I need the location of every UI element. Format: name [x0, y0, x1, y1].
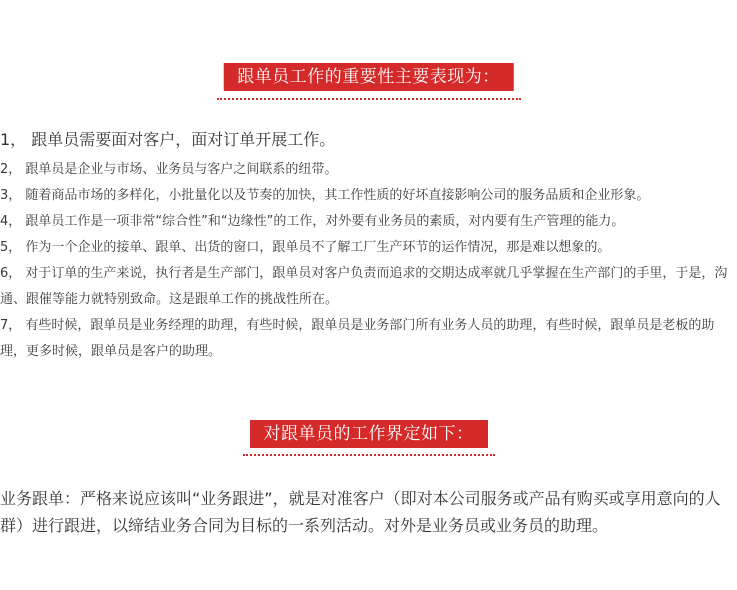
item-number: 6， [0, 266, 22, 281]
importance-heading-underline [217, 95, 521, 100]
list-item [0, 157, 735, 183]
importance-list [0, 128, 735, 365]
list-item [0, 235, 735, 261]
definition-heading-underline [243, 451, 495, 456]
item-text: 有些时候，跟单员是业务经理的助理，有些时候，跟单员是业务部门所有业务人员的助理，有些时候，跟单员是老板的助理，更多时候，跟单员是客户的助理。 [0, 318, 715, 359]
item-number: 1， [0, 130, 27, 149]
item-number: 7， [0, 318, 22, 333]
item-text: 对于订单的生产来说，执行者是生产部门，跟单员对客户负责而追求的交期达成率就几乎掌握在生产部门的手里，于是，沟通、跟催等能力就特别致命。这是跟单工作的挑战性所在。 [0, 266, 728, 307]
item-text: 跟单员工作是一项非常“综合性”和“边缘性”的工作，对外要有业务员的素质，对内要有生产管理的能力。 [25, 214, 625, 229]
definition-paragraph: 业务跟单：严格来说应该叫“业务跟进”，就是对准客户（即对本公司服务或产品有购买或享用意向的人群）进行跟进，以缔结业务合同为目标的一系列活动。对外是业务员或业务员的助理。 [0, 489, 721, 535]
item-text: 跟单员是企业与市场、业务员与客户之间联系的纽带。 [25, 162, 338, 177]
list-item [0, 313, 735, 365]
item-text: 跟单员需要面对客户，面对订单开展工作。 [31, 130, 336, 149]
importance-heading: 跟单员工作的重要性主要表现为： [223, 63, 514, 91]
item-number: 4， [0, 214, 22, 229]
list-item [0, 209, 735, 235]
item-number: 5， [0, 240, 22, 255]
list-item [0, 183, 735, 209]
list-item [0, 128, 735, 152]
item-number: 3， [0, 188, 22, 203]
item-text: 随着商品市场的多样化，小批量化以及节奏的加快，其工作性质的好坏直接影响公司的服务品质和企业形象。 [25, 188, 650, 203]
definition-heading: 对跟单员的工作界定如下： [250, 420, 488, 448]
item-number: 2， [0, 162, 22, 177]
item-text: 作为一个企业的接单、跟单、出货的窗口，跟单员不了解工厂生产环节的运作情况，那是难以想象的。 [25, 240, 611, 255]
list-item [0, 261, 735, 313]
